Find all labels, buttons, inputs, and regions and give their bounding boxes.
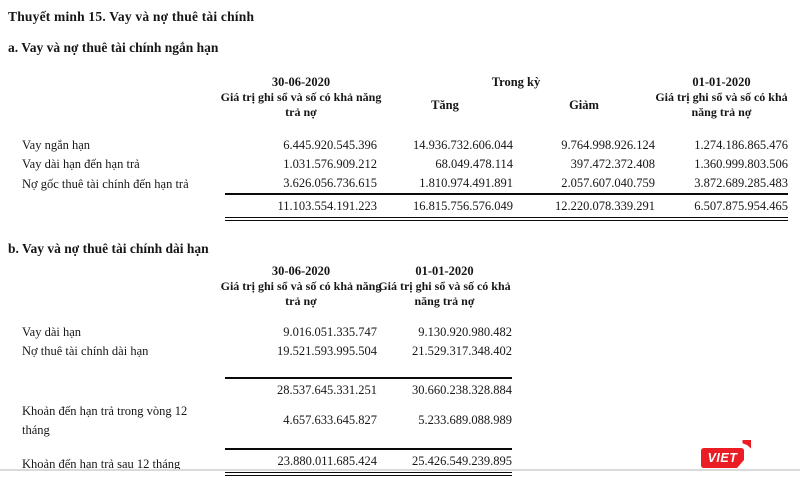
column-header-carrying-current-text: Giá trị ghi sổ và số có khả năng trả nợ bbox=[220, 90, 382, 119]
table-total-row bbox=[22, 194, 788, 219]
cell-value: 21.529.317.348.402 bbox=[412, 344, 512, 358]
subtotal-value: 30.660.238.328.884 bbox=[377, 378, 512, 400]
empty-cell bbox=[22, 378, 225, 400]
total-value: 25.426.549.239.895 bbox=[377, 449, 512, 474]
table-row-within-12-months bbox=[22, 400, 512, 440]
table-row bbox=[22, 342, 512, 361]
cell-value: 1.274.186.865.476 bbox=[694, 138, 788, 152]
page-bottom-divider bbox=[0, 469, 800, 471]
cell-value: 14.936.732.606.044 bbox=[413, 138, 513, 152]
total-value: 23.880.011.685.424 bbox=[225, 449, 377, 474]
subtotal-value: 28.537.645.331.251 bbox=[225, 378, 377, 400]
column-header-current bbox=[220, 263, 382, 309]
column-header-date-opening: 01-01-2020 bbox=[415, 264, 474, 278]
column-header-period-group: Trong kỳ bbox=[491, 75, 541, 89]
cell-value: 68.049.478.114 bbox=[435, 157, 513, 171]
row-label: Nợ gốc thuê tài chính đến hạn trả bbox=[22, 177, 189, 191]
viet-logo-text: VIET bbox=[707, 451, 738, 465]
empty-corner-cell bbox=[22, 74, 225, 90]
cell-value: 4.657.633.645.827 bbox=[283, 412, 377, 427]
table-row bbox=[22, 155, 788, 174]
table-row bbox=[22, 309, 512, 342]
cell-value: 3.872.689.285.483 bbox=[694, 176, 788, 190]
short-term-loans-table bbox=[22, 74, 788, 221]
spacer-cell bbox=[22, 361, 512, 378]
column-header-increase: Tăng bbox=[431, 98, 459, 112]
table-a-header-row-2 bbox=[22, 90, 788, 120]
cell-value: 1.360.999.803.506 bbox=[694, 157, 788, 171]
total-value: 12.220.078.339.291 bbox=[513, 194, 655, 219]
column-header-carrying-current-text: Giá trị ghi sổ và số có khả năng trả nợ bbox=[220, 279, 382, 308]
cell-value: 6.445.920.545.396 bbox=[283, 138, 377, 152]
column-header-carrying-opening-text: Giá trị ghi sổ và số có khả năng trả nợ bbox=[378, 279, 511, 308]
row-label-text: Khoản đến hạn trả trong vòng 12 tháng bbox=[22, 404, 188, 437]
cell-value: 1.031.576.909.212 bbox=[283, 157, 377, 171]
row-label: Vay ngắn hạn bbox=[22, 138, 91, 152]
section-a-heading: a. Vay và nợ thuê tài chính ngắn hạn bbox=[8, 40, 219, 55]
column-header-date-opening: 01-01-2020 bbox=[692, 75, 751, 89]
row-label: Khoản đến hạn trả sau 12 tháng bbox=[22, 457, 181, 471]
cell-value: 5.233.689.088.989 bbox=[418, 412, 512, 427]
cell-value: 19.521.593.995.504 bbox=[277, 344, 377, 358]
empty-cell bbox=[22, 194, 225, 219]
table-a-header-row-1 bbox=[22, 74, 788, 90]
column-header-carrying-opening bbox=[655, 90, 788, 120]
column-header-carrying-opening-text: Giá trị ghi sổ và số có khả năng trả nợ bbox=[655, 90, 788, 119]
row-label: Vay dài hạn đến hạn trả bbox=[22, 157, 140, 171]
total-value: 6.507.875.954.465 bbox=[655, 194, 788, 219]
long-term-loans-table bbox=[22, 263, 512, 476]
table-row bbox=[22, 174, 788, 194]
section-b-heading: b. Vay và nợ thuê tài chính dài hạn bbox=[8, 241, 209, 256]
cell-value: 9.016.051.335.747 bbox=[283, 325, 377, 339]
cell-value: 9.764.998.926.124 bbox=[561, 138, 655, 152]
row-label: Vay dài hạn bbox=[22, 325, 82, 339]
row-label bbox=[22, 400, 225, 440]
spacer-row bbox=[22, 361, 512, 378]
table-b-header-row bbox=[22, 263, 512, 309]
table-subtotal-row bbox=[22, 378, 512, 400]
spacer-row bbox=[22, 440, 512, 449]
column-header-decrease: Giảm bbox=[569, 98, 599, 112]
cell-value: 9.130.920.980.482 bbox=[418, 325, 512, 339]
total-value: 16.815.756.576.049 bbox=[377, 194, 513, 219]
column-header-opening bbox=[377, 263, 512, 309]
total-value: 11.103.554.191.223 bbox=[225, 194, 377, 219]
cell-value: 3.626.056.736.615 bbox=[283, 176, 377, 190]
viet-logo bbox=[697, 439, 753, 471]
cell-value: 397.472.372.408 bbox=[570, 157, 655, 171]
column-header-date-current: 30-06-2020 bbox=[271, 264, 331, 278]
cell-value: 1.810.974.491.891 bbox=[419, 176, 513, 190]
cell-value: 2.057.607.040.759 bbox=[561, 176, 655, 190]
spacer-cell bbox=[22, 440, 512, 449]
column-header-date-current: 30-06-2020 bbox=[271, 75, 331, 89]
empty-corner-cell bbox=[22, 90, 225, 120]
column-header-carrying-current bbox=[220, 90, 382, 120]
table-row bbox=[22, 120, 788, 155]
empty-corner-cell bbox=[22, 263, 225, 309]
row-label: Nợ thuê tài chính dài hạn bbox=[22, 344, 149, 358]
page-title: Thuyết minh 15. Vay và nợ thuê tài chính bbox=[8, 9, 255, 24]
